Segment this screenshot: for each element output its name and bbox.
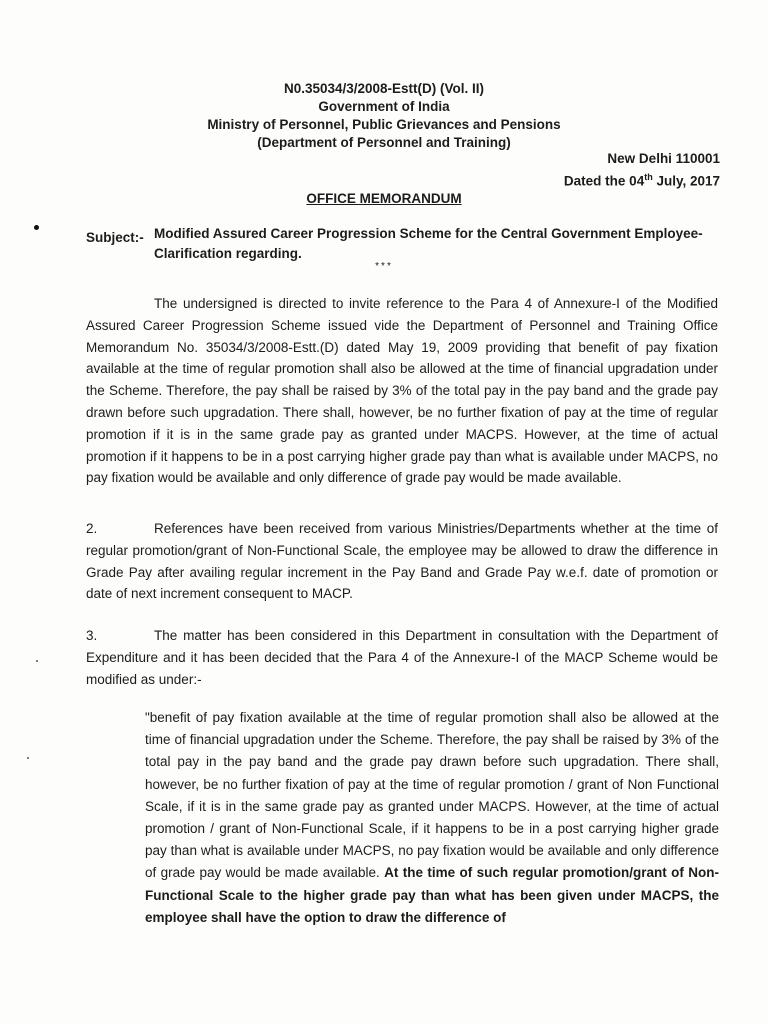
- letterhead: [0, 80, 768, 152]
- quote-bold-text: At the time of such regular promotion/grant of Non-Functional Scale to the higher grade pay than what has been given under MACPS, the employee shall have the option to draw the difference of: [145, 865, 719, 925]
- memo-title: OFFICE MEMORANDUM: [306, 191, 462, 206]
- subject-label: Subject:-: [86, 230, 144, 245]
- scan-speck: [36, 660, 38, 662]
- paragraph-2: [86, 518, 718, 605]
- quote-normal-text: "benefit of pay fixation available at the time of regular promotion shall also be allowed at the time of financial upgradation under the Scheme. Therefore, the pay shall be raised by 3% of the total pay in the pay band and the grade pay drawn before such upgradation. There shall, however, be no further fixation of pay at the time of regular promotion / grant of Non Functional Scale, if it is in the same grade pay as granted under MACPS. However, at the time of actual promotion / grant of Non-Functional Scale, if it happens to be in a post carrying higher grade pay than what is available under MACPS, no pay fixation would be available and only difference of grade pay would be made available.: [145, 710, 719, 881]
- ministry-name: Ministry of Personnel, Public Grievances and Pensions: [207, 117, 561, 132]
- paragraph-1-text: The undersigned is directed to invite reference to the Para 4 of Annexure-I of the Modified Assured Career Progression Scheme issued vide the Department of Personnel and Training Office Memorandum No. 35034/3/2008-Estt.(D) dated May 19, 2009 providing that benefit of pay fixation available at the time of regular promotion shall also be allowed at the time of financial upgradation under the Scheme. Therefore, the pay shall be raised by 3% of the total pay in the pay band and the grade pay drawn before such upgradation. There shall, however, be no further fixation of pay at the time of regular promotion if it is in the same grade pay as granted under MACPS. However, at the time of actual promotion if it happens to be in a post carrying higher grade pay than what is available under MACPS, no pay fixation would be available and only difference of grade pay would be made available.: [86, 296, 718, 486]
- paragraph-3: [86, 625, 718, 690]
- file-number: N0.35034/3/2008-Estt(D) (Vol. II): [283, 81, 485, 96]
- date-rest: July, 2017: [652, 173, 720, 189]
- department-name: (Department of Personnel and Training): [257, 135, 511, 150]
- government-name: Government of India: [318, 99, 450, 114]
- subject-text: Modified Assured Career Progression Scheme for the Central Government Employee-Clarification regarding.: [154, 226, 703, 261]
- scan-speck: [27, 757, 29, 759]
- place-date-block: [564, 150, 720, 191]
- paragraph-2-number: 2.: [86, 521, 98, 536]
- bullet-mark: [34, 225, 39, 230]
- date-prefix: Dated the 04: [563, 173, 645, 189]
- paragraph-2-text: References have been received from various Ministries/Departments whether at the time of regular promotion/grant of Non-Functional Scale, the employee may be allowed to draw the difference in Grade Pay after availing regular increment in the Pay Band and Grade Pay w.e.f. date of promotion or date of next increment consequent to MACP.: [86, 521, 718, 602]
- separator: ***: [375, 261, 393, 272]
- quoted-amendment: [145, 707, 719, 929]
- paragraph-3-number: 3.: [86, 628, 98, 643]
- date-line: [564, 168, 720, 191]
- date-suffix: th: [644, 172, 653, 182]
- paragraph-1: [86, 293, 718, 489]
- paragraph-3-text: The matter has been considered in this Department in consultation with the Department of Expenditure and it has been decided that the Para 4 of the Annexure-I of the MACP Scheme would be modified as under:-: [86, 628, 718, 687]
- place: New Delhi 110001: [607, 151, 720, 166]
